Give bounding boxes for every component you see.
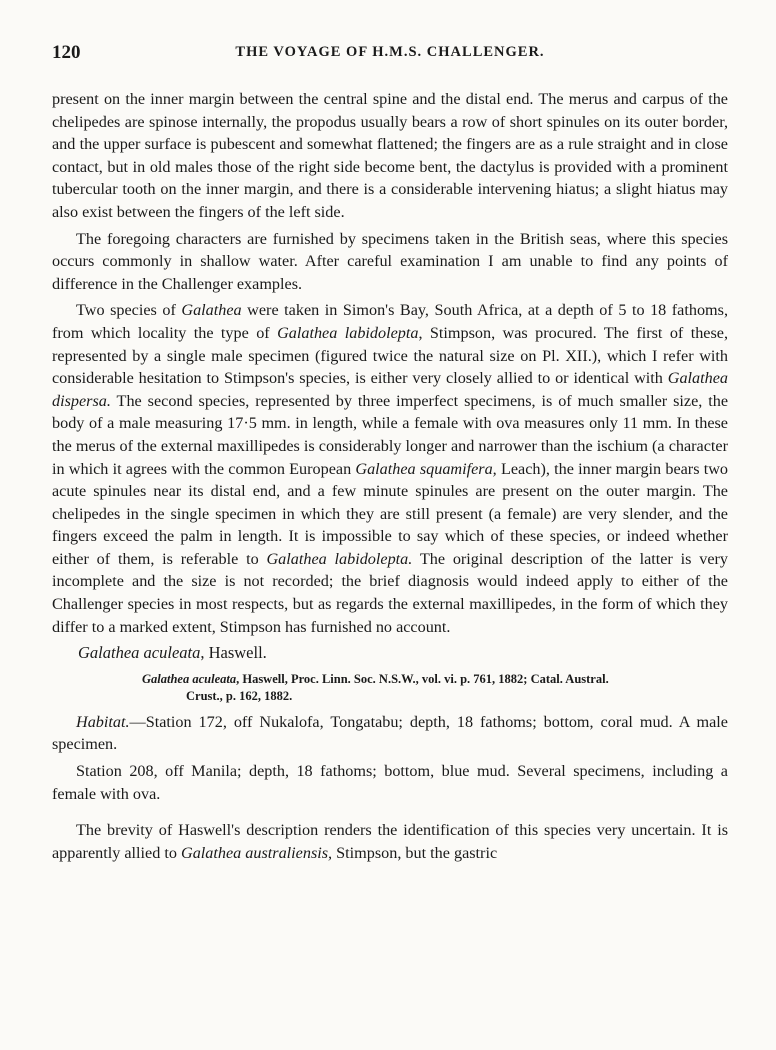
text-run: The original description of the latter is very incomplete and the size is not recorded; the brief diagnosis would indeed apply to either of the Challenger species in most respects, but as regards the external maxillipedes, in the form of which they differ to a marked extent, Stimpson has furnished no account. [52,549,729,636]
taxon-name: Galathea labidolepta. [266,549,413,568]
paragraph-3 [52,299,728,638]
running-title: THE VOYAGE OF H.M.S. CHALLENGER. [235,44,545,60]
habitat-text: —Station 172, off Nukalofa, Tongatabu; depth, 18 fathoms; bottom, coral mud. A male specimen. [52,712,728,754]
paragraph-2: The foregoing characters are furnished by specimens taken in the British seas, where this species occurs commonly in shallow water. After careful examination I am unable to find any points of difference in the Challenger examples. [52,229,728,293]
habitat-label: Habitat. [76,712,130,731]
taxon-name: Galathea labidolepta [277,323,419,342]
paragraph-4 [52,819,728,864]
habitat-station-208: Station 208, off Manila; depth, 18 fathoms; bottom, blue mud. Several specimens, including a female with ova. [52,762,728,803]
species-name: Galathea aculeata [78,643,201,663]
text-run: Stimpson, but the gastric [332,843,498,862]
habitat-paragraph [52,711,728,756]
page-number: 120 [52,42,81,63]
taxon-name: Galathea australiensis, [181,843,333,862]
text-run: The second species, represented by three imperfect specimens, is of much smaller size, the body of a male measuring 17·5 mm. in length, while a female with ova measures only 11 mm. In these the merus of the external maxillipedes is considerably longer and narrower than the ischium (a character in which it agrees with the common European [52,391,728,478]
paragraph-1: present on the inner margin between the central spine and the distal end. The merus and carpus of the chelipedes are spinose internally, the propodus usually bears a row of short spinules on its outer border, and the upper surface is pubescent and somewhat flattened; the fingers are as a rule straight and in close contact, but in old males those of the right side become bent, the dactylus is provided with a prominent tubercular tooth on the inner margin, and there is a considerable intervening hiatus; a slight hiatus may also exist between the fingers of the left side. [52,90,728,221]
text-run: Two species of [76,301,182,320]
citation-line-2: Crust., p. 162, 1882. [186,688,293,703]
taxon-name: Galathea dispersa. [52,369,728,410]
taxon-name: Galathea squamifera, [355,459,497,478]
citation-species: Galathea aculeata [142,671,237,686]
text-run: were taken in Simon's Bay, South Africa, at a depth of 5 to 18 fathoms, from which locality the type of [52,301,728,342]
text-run: Leach), the inner margin bears two acute spinules near its distal end, and a few minute spinules are present on the outer margin. The chelipedes in the single specimen in which they are still present (a female) are very slender, and the fingers exceed the palm in length. It is impossible to say which of these species, or indeed whether either of them, is referable to [52,459,728,568]
text-run: The brevity of Haswell's description renders the identification of this species very uncertain. It is apparently allied to [52,821,728,862]
text-run: , Stimpson, was procured. The first of these, represented by a single male specimen (figured twice the natural size on Pl. XII.), which I refer with considerable hesitation to Stimpson's species, is either very closely allied to or identical with [52,323,729,388]
citation [142,671,720,705]
species-author: , Haswell. [200,643,267,663]
species-heading [78,642,728,665]
page-header [52,42,728,66]
body-text [52,88,728,864]
taxon-name: Galathea [181,301,242,320]
citation-line-1: , Haswell, Proc. Linn. Soc. N.S.W., vol. vi. p. 761, 1882; Catal. Austral. [236,671,609,686]
